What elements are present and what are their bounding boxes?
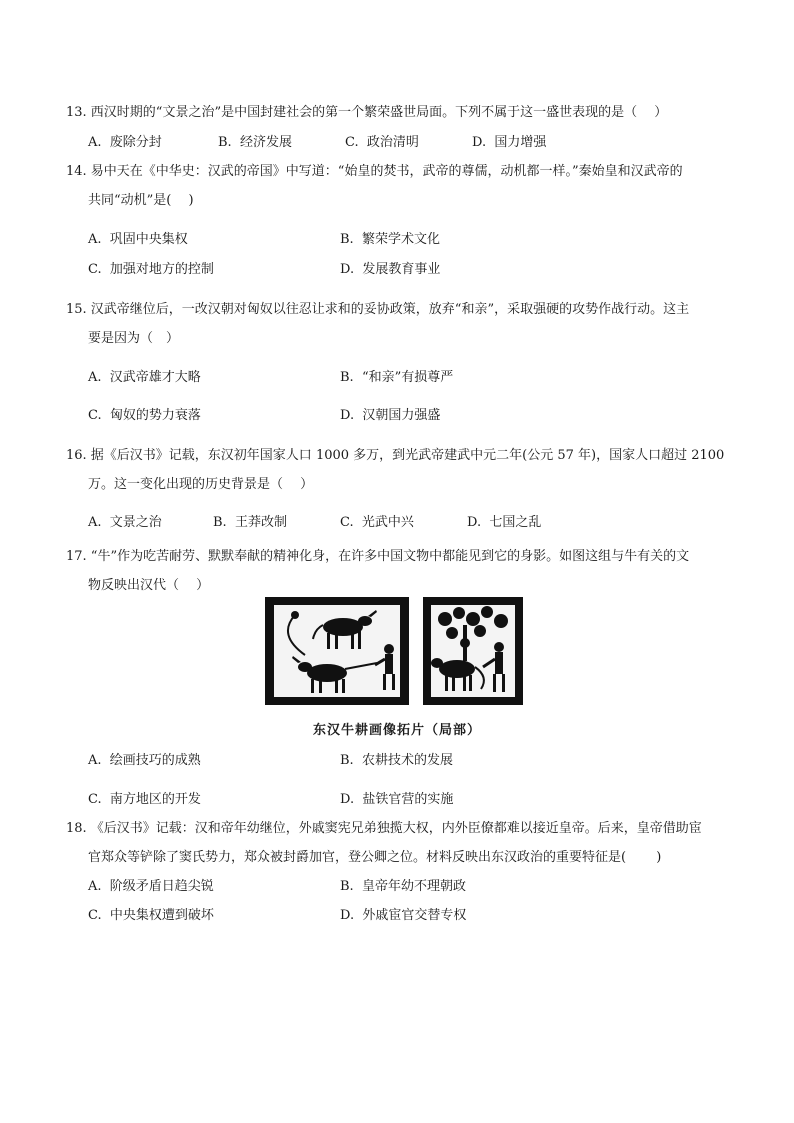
option-text: 巩固中央集权 [109, 232, 188, 247]
question-17-text-cont: 物反映出汉代（ ） [88, 578, 210, 593]
q18-option-d[interactable] [340, 907, 466, 925]
option-letter: A. [88, 515, 102, 530]
question-18-text: 18. 《后汉书》记载：汉和帝年幼继位，外戚窦宪兄弟独揽大权，内外臣僚都难以接近皇帝。后来，皇帝借助宦 [66, 821, 702, 836]
option-text: 加强对地方的控制 [109, 262, 214, 277]
option-letter: A. [88, 370, 102, 385]
q14-option-b[interactable] [340, 231, 440, 249]
option-text: 皇帝年幼不理朝政 [361, 879, 466, 894]
option-text: “和亲”有损尊严 [361, 370, 454, 385]
option-text: 文景之治 [109, 515, 162, 530]
option-text: 南方地区的开发 [109, 792, 201, 807]
option-letter: D. [340, 408, 355, 423]
option-letter: B. [213, 515, 227, 530]
q18-option-a[interactable] [88, 878, 214, 896]
question-14-text-cont: 共同“动机”是( ) [88, 193, 194, 208]
option-text: 七国之乱 [489, 515, 542, 530]
q18-option-b[interactable] [340, 878, 466, 896]
question-14-text: 14. 易中天在《中华史：汉武的帝国》中写道：“始皇的焚书，武帝的尊儒，动机都一样。”秦始皇和汉武帝的 [66, 164, 683, 179]
q14-option-d[interactable] [340, 261, 440, 279]
option-text: 盐铁官营的实施 [362, 792, 454, 807]
option-letter: B. [340, 232, 354, 247]
q13-option-a[interactable] [88, 134, 162, 152]
option-text: 中央集权遭到破坏 [109, 908, 214, 923]
q16-option-d[interactable] [467, 514, 541, 532]
question-16-text: 16. 据《后汉书》记载，东汉初年国家人口 1000 多万，到光武帝建武中元二年(公元 57 年)，国家人口超过 2100 [66, 448, 725, 463]
option-text: 阶级矛盾日趋尖锐 [109, 879, 214, 894]
option-letter: B. [340, 753, 354, 768]
q14-option-c[interactable] [88, 261, 214, 279]
option-text: 外戚宦官交替专权 [362, 908, 467, 923]
question-17-text: 17. “牛”作为吃苦耐劳、默默奉献的精神化身，在许多中国文物中都能见到它的身影。如图这组与牛有关的文 [66, 549, 690, 564]
option-letter: D. [340, 908, 355, 923]
option-text: 废除分封 [109, 135, 162, 150]
option-letter: C. [88, 262, 102, 277]
option-letter: A. [88, 232, 102, 247]
question-15-text-cont: 要是因为（ ） [88, 331, 180, 346]
q15-option-c[interactable] [88, 407, 201, 425]
option-text: 匈奴的势力衰落 [109, 408, 201, 423]
ox-plowing-rubbing-icon [265, 597, 525, 709]
option-text: 政治清明 [366, 135, 419, 150]
q17-option-a[interactable] [88, 752, 201, 770]
option-letter: A. [88, 135, 102, 150]
q15-option-d[interactable] [340, 407, 440, 425]
option-text: 绘画技巧的成熟 [109, 753, 201, 768]
option-letter: C. [88, 408, 102, 423]
option-letter: D. [472, 135, 487, 150]
q13-option-d[interactable] [472, 134, 546, 152]
q17-option-d[interactable] [340, 791, 453, 809]
option-letter: C. [88, 908, 102, 923]
option-text: 王莽改制 [234, 515, 287, 530]
q16-option-c[interactable] [340, 514, 414, 532]
q16-option-b[interactable] [213, 514, 287, 532]
q17-option-b[interactable] [340, 752, 453, 770]
option-text: 汉武帝雄才大略 [109, 370, 201, 385]
q13-option-b[interactable] [218, 134, 292, 152]
option-letter: A. [88, 879, 102, 894]
question-18-text-cont: 官郑众等铲除了窦氏势力，郑众被封爵加官，登公卿之位。材料反映出东汉政治的重要特征是( ) [88, 850, 662, 865]
question-13-text: 13. 西汉时期的“文景之治”是中国封建社会的第一个繁荣盛世局面。下列不属于这一盛世表现的是（ ） [66, 105, 668, 120]
option-letter: C. [345, 135, 359, 150]
ox-plowing-rubbing-figure [265, 597, 525, 713]
option-text: 发展教育事业 [362, 262, 441, 277]
q18-option-c[interactable] [88, 907, 214, 925]
q17-option-c[interactable] [88, 791, 201, 809]
q16-option-a[interactable] [88, 514, 162, 532]
question-16-text-cont: 万。这一变化出现的历史背景是（ ） [88, 477, 314, 492]
option-letter: D. [467, 515, 482, 530]
option-letter: D. [340, 262, 355, 277]
option-letter: B. [340, 370, 354, 385]
figure-caption: 东汉牛耕画像拓片（局部） [312, 723, 481, 738]
option-text: 农耕技术的发展 [361, 753, 453, 768]
option-text: 汉朝国力强盛 [362, 408, 441, 423]
option-text: 经济发展 [239, 135, 292, 150]
option-letter: A. [88, 753, 102, 768]
option-text: 国力增强 [494, 135, 547, 150]
option-text: 光武中兴 [361, 515, 414, 530]
q14-option-a[interactable] [88, 231, 188, 249]
q15-option-b[interactable] [340, 369, 453, 387]
option-letter: C. [340, 515, 354, 530]
option-letter: B. [340, 879, 354, 894]
option-letter: B. [218, 135, 232, 150]
option-letter: C. [88, 792, 102, 807]
option-letter: D. [340, 792, 355, 807]
q15-option-a[interactable] [88, 369, 201, 387]
question-15-text: 15. 汉武帝继位后，一改汉朝对匈奴以往忍让求和的妥协政策，放弃“和亲”，采取强硬的攻势作战行动。这主 [66, 302, 690, 317]
q13-option-c[interactable] [345, 134, 419, 152]
option-text: 繁荣学术文化 [361, 232, 440, 247]
